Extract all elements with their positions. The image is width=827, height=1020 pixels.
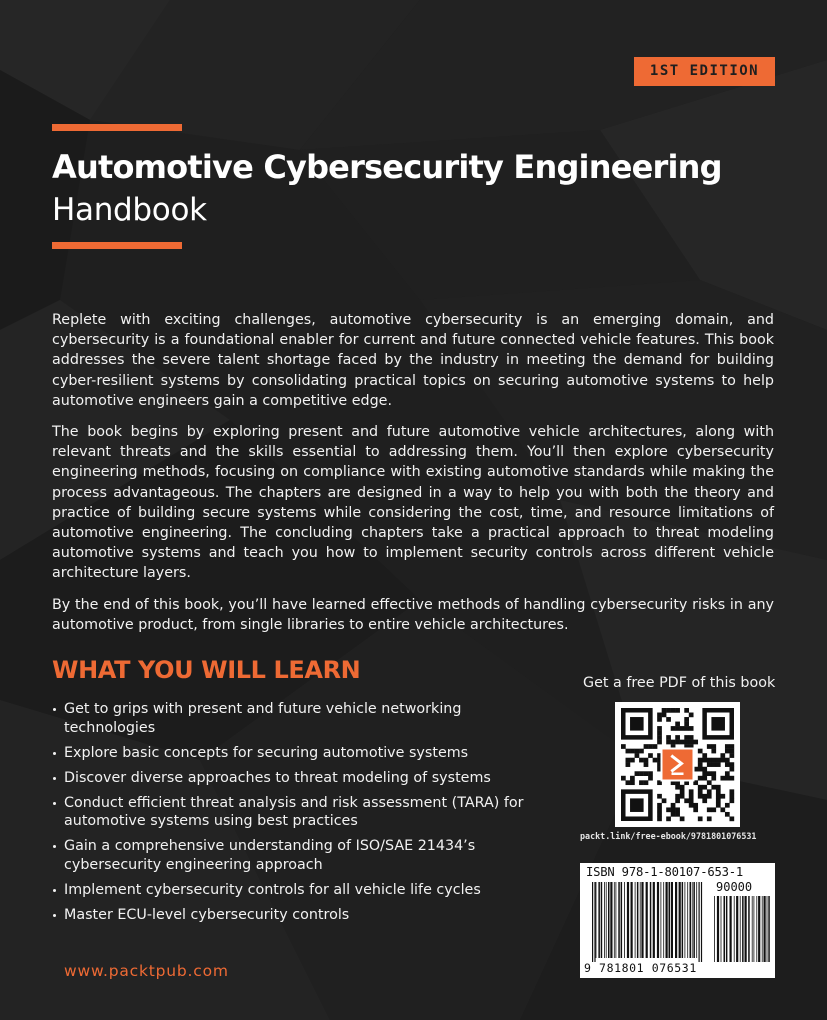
qr-module [707, 807, 712, 812]
qr-module [648, 771, 653, 776]
qr-module [630, 758, 635, 763]
barcode-bar [614, 882, 615, 958]
qr-module [716, 789, 721, 794]
barcode-bar [621, 882, 623, 958]
qr-module [707, 816, 712, 821]
addon-bar [752, 896, 753, 962]
barcode-bar [610, 882, 612, 958]
qr-module [725, 744, 730, 749]
barcode-guard-bar [699, 882, 700, 962]
qr-center-underline [672, 773, 684, 776]
qr-module [702, 753, 707, 758]
qr-module [702, 776, 707, 781]
qr-module [689, 789, 694, 794]
qr-module [657, 740, 662, 745]
qr-module [698, 762, 703, 767]
qr-module [689, 803, 694, 808]
qr-module [666, 740, 671, 745]
qr-module [626, 749, 631, 754]
addon-bar [734, 896, 735, 962]
qr-module [644, 780, 649, 785]
barcode-bar [666, 882, 668, 958]
learn-item: Explore basic concepts for securing automotive systems [52, 744, 552, 763]
qr-module [684, 726, 689, 731]
qr-module [675, 798, 680, 803]
addon-bar [721, 896, 722, 962]
barcode-bar [685, 882, 686, 958]
barcode-bar [624, 882, 625, 958]
qr-module [684, 722, 689, 727]
qr-module [725, 749, 730, 754]
qr-module [698, 749, 703, 754]
learn-item: Discover diverse approaches to threat modeling of systems [52, 769, 552, 788]
barcode-bar [635, 882, 636, 958]
qr-module [657, 803, 662, 808]
barcode-bar [604, 882, 605, 958]
barcode-bar [640, 882, 641, 958]
free-pdf-url[interactable]: packt.link/free-ebook/9781801076531 [580, 831, 757, 841]
qr-module [693, 803, 698, 808]
qr-module [675, 735, 680, 740]
qr-module [689, 794, 694, 799]
qr-module [716, 762, 721, 767]
barcode-bar [675, 882, 677, 958]
publisher-website[interactable]: www.packtpub.com [64, 962, 229, 980]
qr-module [711, 807, 716, 812]
addon-bar [724, 896, 726, 962]
qr-module [644, 758, 649, 763]
qr-module [716, 798, 721, 803]
addon-bar [745, 896, 747, 962]
qr-module [725, 762, 730, 767]
qr-module [684, 717, 689, 722]
qr-module [716, 785, 721, 790]
barcode-bar [671, 882, 673, 958]
qr-module [644, 744, 649, 749]
qr-module [675, 812, 680, 817]
qr-module [684, 708, 689, 713]
qr-module [648, 744, 653, 749]
qr-module [729, 749, 734, 754]
qr-module [666, 807, 671, 812]
qr-module [671, 807, 676, 812]
qr-module [666, 717, 671, 722]
barcode-bar [653, 882, 655, 958]
qr-module [711, 776, 716, 781]
addon-bar [756, 896, 757, 962]
qr-module [657, 726, 662, 731]
qr-module [720, 807, 725, 812]
addon-bar [768, 896, 770, 962]
description-paragraph: By the end of this book, you’ll have learned effective methods of handling cybersecurity risks in any automotive product, from single libraries to entire vehicle architectures. [52, 596, 774, 633]
barcode-bar [596, 882, 597, 958]
addon-bar [726, 896, 728, 962]
isbn-barcode [580, 863, 775, 978]
qr-module [729, 816, 734, 821]
qr-module [671, 708, 676, 713]
qr-module [630, 780, 635, 785]
qr-module [698, 785, 703, 790]
qr-module [689, 726, 694, 731]
qr-module [711, 744, 716, 749]
qr-module [689, 740, 694, 745]
qr-module [725, 758, 730, 763]
qr-module [680, 785, 685, 790]
qr-module [725, 776, 730, 781]
title-accent-bar-bottom [52, 242, 182, 249]
addon-bar [717, 896, 719, 962]
qr-module [720, 794, 725, 799]
learn-item: Implement cybersecurity controls for all vehicle life cycles [52, 881, 552, 900]
qr-module [702, 758, 707, 763]
qr-module [684, 740, 689, 745]
qr-module [716, 803, 721, 808]
qr-module [666, 708, 671, 713]
qr-module [698, 758, 703, 763]
qr-module [635, 771, 640, 776]
qr-module [621, 744, 626, 749]
addon-bar [754, 896, 755, 962]
qr-module [702, 798, 707, 803]
qr-module [648, 753, 653, 758]
qr-module [707, 794, 712, 799]
qr-module [729, 789, 734, 794]
qr-module [729, 762, 734, 767]
qr-module [716, 758, 721, 763]
qr-module [689, 798, 694, 803]
qr-module [707, 789, 712, 794]
price-code: 90000 [716, 880, 753, 894]
qr-module [626, 758, 631, 763]
barcode-bar [616, 882, 617, 958]
qr-module [626, 762, 631, 767]
barcode-bar [631, 882, 633, 958]
addon-bar [742, 896, 744, 962]
qr-module [729, 776, 734, 781]
qr-module [680, 740, 685, 745]
barcode-bar [627, 882, 629, 958]
qr-module [729, 794, 734, 799]
qr-module [729, 767, 734, 772]
qr-module [725, 771, 730, 776]
qr-module [684, 798, 689, 803]
barcode-bar [696, 882, 697, 958]
isbn-number: ISBN 978-1-80107-653-1 [586, 865, 744, 879]
barcode-bar [646, 882, 648, 958]
learn-item: Master ECU-level cybersecurity controls [52, 906, 552, 925]
book-description [52, 310, 774, 646]
qr-module [693, 807, 698, 812]
addon-bar [736, 896, 738, 962]
qr-module [675, 740, 680, 745]
qr-module [621, 776, 626, 781]
qr-module [666, 735, 671, 740]
qr-module [662, 708, 667, 713]
description-paragraph: The book begins by exploring present and future automotive vehicle architectures, along with relevant threats and the skills essential to addressing them. You’ll then explore cybersecurity engineering methods, focusing on compliance with existing automotive standards while making the process advantageous. The chapters are designed in a way to help you with both the theory and practice of building secure systems while considering the cost, time, and resource limitations of automotive engineering. The concluding chapters take a practical approach to threat modeling automotive systems and teach you how to implement security controls across different vehicle architecture layers. [52, 424, 774, 582]
addon-bar [758, 896, 760, 962]
qr-module [662, 713, 667, 718]
qr-module [671, 726, 676, 731]
qr-module [711, 762, 716, 767]
qr-module [639, 771, 644, 776]
qr-module [711, 785, 716, 790]
qr-module [720, 776, 725, 781]
qr-code[interactable] [615, 702, 740, 827]
learn-item: Gain a comprehensive understanding of ISO/SAE 21434’s cybersecurity engineering approach [52, 837, 552, 874]
title-accent-bar-top [52, 124, 182, 131]
addon-bar [714, 896, 715, 962]
qr-module [648, 776, 653, 781]
qr-module [630, 749, 635, 754]
qr-module [729, 753, 734, 758]
barcode-bar [618, 882, 620, 958]
description-paragraph: Replete with exciting challenges, automotive cybersecurity is an emerging domain, and cybersecurity is a foundational enabler for current and future connected vehicle features. This book addresses the severe talent shortage faced by the industry in meeting the demand for building cyber-resilient systems by consolidating practical topics on securing automotive systems to help automotive engineers gain a competitive edge. [52, 312, 774, 409]
qr-module [702, 794, 707, 799]
barcode-guard-bar [592, 882, 593, 962]
qr-module [702, 771, 707, 776]
qr-module [653, 744, 658, 749]
barcode-bar [641, 882, 643, 958]
learn-heading: WHAT YOU WILL LEARN [52, 656, 361, 684]
qr-module [675, 726, 680, 731]
learn-item: Conduct efficient threat analysis and risk assessment (TARA) for automotive systems using best practices [52, 794, 552, 831]
barcode-bar [682, 882, 684, 958]
qr-module [725, 812, 730, 817]
addon-bar [767, 896, 768, 962]
book-title: Automotive Cybersecurity Engineering [52, 148, 722, 186]
qr-module [707, 762, 712, 767]
qr-module [653, 758, 658, 763]
qr-module [657, 794, 662, 799]
qr-module [729, 744, 734, 749]
qr-module [657, 816, 662, 821]
qr-module [675, 708, 680, 713]
addon-bar [730, 896, 732, 962]
qr-module [635, 749, 640, 754]
addon-bar [764, 896, 766, 962]
qr-module [635, 753, 640, 758]
learn-item: Get to grips with present and future vehicle networking technologies [52, 700, 552, 737]
qr-module [729, 798, 734, 803]
qr-module [680, 794, 685, 799]
barcode-bar [661, 882, 662, 958]
qr-module [680, 816, 685, 821]
ean-digits: 9 781801 076531 [584, 961, 697, 975]
barcode-bar [608, 882, 610, 958]
qr-module [711, 771, 716, 776]
barcode-bar [598, 882, 600, 958]
qr-module [675, 807, 680, 812]
qr-module [680, 726, 685, 731]
addon-bar [748, 896, 750, 962]
qr-module [707, 744, 712, 749]
barcode-bar [663, 882, 664, 958]
qr-module [657, 731, 662, 736]
qr-finder-core [630, 717, 644, 731]
qr-module [707, 758, 712, 763]
qr-module [711, 749, 716, 754]
qr-module [716, 794, 721, 799]
qr-module [689, 713, 694, 718]
barcode-bar [690, 882, 692, 958]
qr-module [675, 794, 680, 799]
qr-module [675, 722, 680, 727]
qr-module [639, 758, 644, 763]
qr-module [662, 798, 667, 803]
barcode-guard-bar [701, 882, 702, 962]
barcode-bar [606, 882, 607, 958]
qr-module [644, 771, 649, 776]
qr-module [707, 780, 712, 785]
qr-finder-core [630, 798, 644, 812]
qr-module [698, 776, 703, 781]
qr-module [626, 780, 631, 785]
qr-module [671, 803, 676, 808]
book-subtitle: Handbook [52, 192, 207, 228]
qr-module [639, 749, 644, 754]
qr-module [657, 735, 662, 740]
qr-module [720, 758, 725, 763]
free-pdf-label: Get a free PDF of this book [583, 675, 776, 691]
barcode-bar [650, 882, 652, 958]
barcode-bar [637, 882, 639, 958]
barcode-guard-bar [594, 882, 595, 962]
qr-module [693, 740, 698, 745]
qr-module [657, 807, 662, 812]
qr-module [671, 740, 676, 745]
learn-list [52, 700, 552, 931]
qr-module [720, 753, 725, 758]
qr-module [639, 780, 644, 785]
qr-module [711, 758, 716, 763]
edition-badge: 1ST EDITION [634, 57, 775, 86]
qr-module [630, 776, 635, 781]
qr-module [666, 816, 671, 821]
qr-module [671, 812, 676, 817]
qr-module [689, 735, 694, 740]
qr-module [702, 767, 707, 772]
qr-module [707, 771, 712, 776]
qr-module [725, 803, 730, 808]
qr-module [657, 717, 662, 722]
qr-module [657, 812, 662, 817]
barcode-bar [679, 882, 681, 958]
addon-bar [762, 896, 763, 962]
barcode-bar [693, 882, 695, 958]
barcode-bar [692, 882, 693, 958]
qr-module [702, 785, 707, 790]
barcode-bar [657, 882, 659, 958]
qr-module [657, 713, 662, 718]
qr-module [698, 789, 703, 794]
qr-module [684, 735, 689, 740]
barcode-bar [669, 882, 671, 958]
qr-module [644, 762, 649, 767]
qr-module [698, 816, 703, 821]
qr-module [698, 794, 703, 799]
qr-module [675, 785, 680, 790]
qr-module [680, 789, 685, 794]
qr-module [698, 767, 703, 772]
qr-finder-core [711, 717, 725, 731]
addon-bar [740, 896, 741, 962]
barcode-bar [687, 882, 688, 958]
barcode-bar [601, 882, 603, 958]
